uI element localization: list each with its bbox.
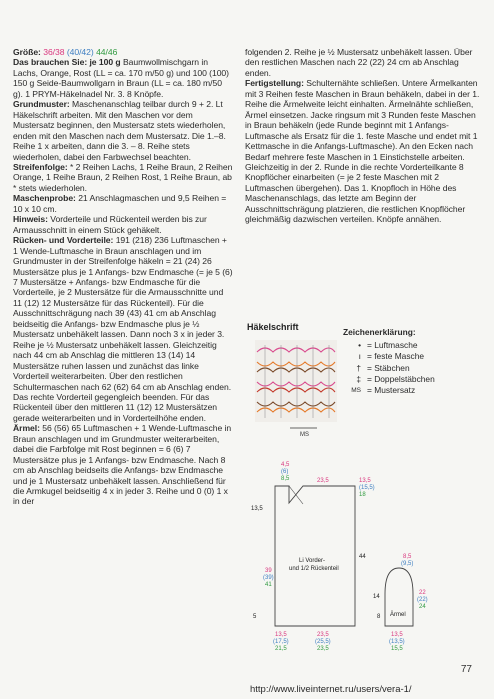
footer-url[interactable]: http://www.liveinternet.ru/users/vera-1/: [250, 684, 412, 695]
dim-bottom-a-3: 21,5: [275, 646, 287, 652]
dim-top-right-2: (15,5): [359, 485, 375, 491]
stripe-paragraph: [13, 162, 233, 193]
hint-label: Hinweis:: [13, 214, 48, 225]
legend-row-tr: [343, 374, 473, 385]
materials-label: Das brauchen Sie: je 100 g: [13, 57, 121, 68]
dim-top-right-1: 13,5: [359, 478, 371, 484]
sleeve-paragraph: [13, 423, 233, 507]
pattern-repeat-icon: MS: [351, 387, 361, 395]
dim-left-top: 13,5: [251, 506, 263, 512]
sleeve-bottom-1: 13,5: [391, 632, 403, 638]
left-text-column: [13, 47, 233, 507]
sleeve-top-1: 8,5: [403, 554, 412, 560]
treble-crochet-icon: ‡: [356, 373, 361, 384]
dim-bottom-b-1: 23,5: [317, 632, 329, 638]
garment-schematic: [245, 458, 465, 658]
body-paragraph: [13, 235, 233, 423]
dim-top-mid: 23,5: [317, 478, 329, 484]
gauge-paragraph: [13, 193, 233, 214]
hint-paragraph: [13, 214, 233, 235]
size-1: 36/38: [43, 47, 65, 57]
dim-bottom-a-1: 13,5: [275, 632, 287, 638]
stripe-text: * 2 Reihen Lachs, 1 Reihe Braun, 2 Reihen Orange, 1 Reihe Braun, 2 Reihen Rost, 1 Reihe Braun, ab * stets wiederholen.: [13, 161, 233, 193]
sleeve-text: 56 (56) 65 Luftmaschen + 1 Wende-Luftmasche in Braun anschlagen und im Grundmuster weiterarbeiten, dabei die Farbfolge mit Rost beginnen = 6 (6) 7 Mustersätze plus je 1 Anfangs- bzw Endmasche. Nach 8 cm ab Anschlag beidseits die Anfangs- bzw Endmasche und je 1 Mustersatz unbehäkelt lassen. Anschließend für die Armkugel beidseitig 4 x in jeder 3. Reihe und 0 (0) 1 x in der: [13, 423, 232, 507]
sleeve-right-2: (22): [417, 597, 428, 603]
dim-top-right-3: 18: [359, 492, 366, 498]
body-outline: [275, 486, 355, 626]
sleeve-right-3: 24: [419, 604, 426, 610]
pattern-label: Grundmuster:: [13, 99, 70, 110]
legend-row-sc: [343, 351, 473, 362]
legend: [343, 327, 473, 396]
hint-text: Vorderteile und Rückenteil werden bis zur Armausschnitt in einem Stück gehäkelt.: [13, 214, 207, 235]
sleeve-right-1: 22: [419, 590, 426, 596]
single-crochet-icon: ı: [358, 351, 361, 362]
dim-left-mid-3: 41: [265, 582, 272, 588]
dim-bottom-b-2: (25,5): [315, 639, 331, 645]
legend-title: Zeichenerklärung:: [343, 327, 416, 337]
body-label-2: und 1/2 Rückenteil: [289, 566, 339, 572]
body-label-1: Li Vorder-: [299, 558, 326, 564]
sleeve-label: Ärmel:: [13, 423, 40, 434]
chart-ms-label: MS: [300, 432, 309, 438]
finishing-text: Schulternähte schließen. Untere Ärmelkanten mit 3 Reihen feste Maschen in Braun behäkeln, dabei in der 1. Reihe die Ärmelweite leicht einhalten. Ärmelnähte schließen, Ärmel einsetzen. Jacke ringsum mit 3 Runden feste Maschen in Braun behäkeln (jede Runde beginnt mit 1 Anfangs-Luftmasche als Ersatz für die 1. feste Masche und endet mit 1 Kettmasche in die Anfangs-Luftmasche). An den Ecken nach Bedarf mehrere feste Maschen in 1 Einstichstelle arbeiten. Gleichzeitig in der 2. Runde in die rechte Vorderteilkante 8 Knopflöcher einarbeiten (= je 2 feste Maschen mit 2 Luftmaschen übergehen). Das 1. Knopfloch in Höhe des Maschenanschlags, das letzte am Beginn der Ausschnittschrägung platzieren, die restlichen Knopflöcher gleichmäßig dazwischen verteilen. Knöpfe annähen.: [245, 78, 480, 225]
sleeve-continued: [245, 47, 481, 78]
finishing-label: Fertigstellung:: [245, 78, 304, 89]
materials-paragraph: [13, 57, 233, 99]
legend-text: = Doppelstäbchen: [367, 373, 435, 384]
chain-stitch-icon: •: [358, 340, 361, 351]
sleeve-bottom-2: (13,5): [389, 639, 405, 645]
legend-row-dc: [343, 363, 473, 374]
legend-text: = feste Masche: [367, 351, 425, 362]
size-label: Größe:: [13, 47, 41, 57]
pattern-text: Maschenanschlag teilbar durch 9 + 2. Lt Häkelschrift arbeiten. Mit den Maschen vor dem Mustersatz beginnen, den Mustersatz stets wiederholen, enden mit den Maschen nach dem Mustersatz. Die 1.–8. Reihe 1 x arbeiten, dann die 3. – 8. Reihe stets wiederholen, dabei den Farbwechsel beachten.: [13, 99, 226, 162]
dim-left-bottom: 5: [253, 614, 257, 620]
dim-bottom-b-3: 23,5: [317, 646, 329, 652]
legend-text: = Mustersatz: [367, 385, 416, 396]
sleeve-bottom-3: 15,5: [391, 646, 403, 652]
sleeve-top-2: (9,5): [401, 561, 414, 567]
legend-text: = Luftmasche: [367, 340, 418, 351]
materials-text: Baumwollmischgarn in Lachs, Orange, Rost (LL = ca. 170 m/50 g) und 100 (100) 150 g Seide-Baumwollgarn in Braun (LL = ca. 180 m/50 g). 1 PRYM-Häkelnadel Nr. 3. 8 Knöpfe.: [13, 57, 229, 99]
body-label: Rücken- und Vorderteile:: [13, 235, 114, 246]
dim-top-neck-1: 4,5: [281, 462, 290, 468]
dim-top-neck-2: (6): [281, 469, 289, 475]
double-crochet-icon: †: [356, 362, 361, 373]
stripe-label: Streifenfolge:: [13, 161, 68, 172]
dim-body-height: 44: [359, 554, 366, 560]
sleeve-continued-text: folgenden 2. Reihe je ½ Mustersatz unbehäkelt lassen. Über den restlichen Maschen nach 22 (22) 24 cm ab Anschlag enden.: [245, 47, 473, 78]
dim-top-neck-3: 8,5: [281, 476, 290, 482]
sleeve-left: 14: [373, 594, 380, 600]
sleeve-small: 8: [377, 614, 381, 620]
gauge-text: 21 Anschlagmaschen und 9,5 Reihen = 10 x 10 cm.: [13, 193, 227, 214]
legend-row-ms: [343, 385, 473, 396]
page-number: 77: [460, 664, 472, 675]
legend-text: = Stäbchen: [367, 362, 410, 373]
chart-title: Häkelschrift: [247, 322, 299, 332]
size-3: 44/46: [96, 47, 118, 57]
crochet-chart: [245, 320, 345, 440]
dim-bottom-a-2: (17,5): [273, 639, 289, 645]
sleeve-label: Ärmel: [390, 612, 406, 618]
gauge-label: Maschenprobe:: [13, 193, 76, 204]
pattern-paragraph: [13, 99, 233, 162]
dim-left-mid-1: 39: [265, 568, 272, 574]
body-text: 191 (218) 236 Luftmaschen + 1 Wende-Luftmasche in Braun anschlagen und im Grundmuster in der Streifenfolge häkeln = 21 (24) 26 Mustersätze plus je 1 Anfangs- bzw Endmasche (= je 5 (6) 7 Mustersätze + Anfangs- bzw Endmasche für die Vorderteile, je 2 Mustersätze für die Armausschnitte und 11 (12) 12 Mustersätze für das Rückenteil). Für die Ausschnittschrägung nach 39 (43) 41 cm ab Anschlag beidseitig die Anfangs- bzw Endmasche plus je ½ Mustersatz unbehäkelt lassen. Dann noch 3 x in jeder 3. Reihe je ½ Mustersatz unbehäkelt lassen. Gleichzeitig nach 44 cm ab Anschlag die mittleren 13 (14) 14 Mustersätze ruhen lassen und zunächst das linke Vorderteil weiterarbeiten. Über den restlichen Schultermaschen nach 62 (62) 64 cm ab Anschlag enden. Das rechte Vorderteil gegengleich beenden. Für das Rückenteil über den mittleren 11 (12) 12 Mustersätzen gerade weiterarbeiten und in Vorderteilhöhe enden.: [13, 235, 233, 423]
size-2: (40/42): [66, 47, 94, 57]
size-line: [13, 47, 233, 57]
legend-row-chain: [343, 340, 473, 351]
dim-left-mid-2: (39): [263, 575, 274, 581]
finishing-paragraph: [245, 78, 481, 224]
right-text-column: [245, 47, 481, 225]
